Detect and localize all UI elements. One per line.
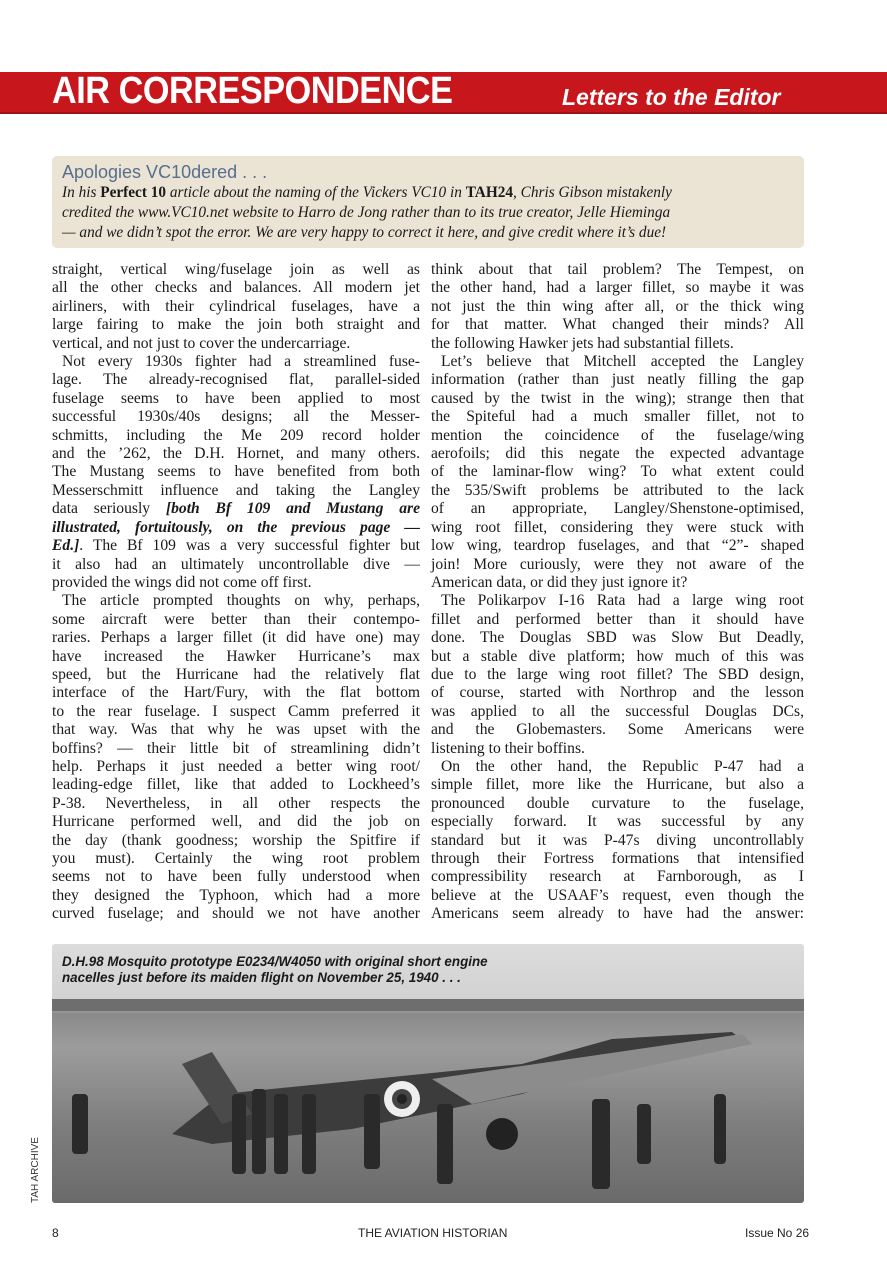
paragraph [52,592,420,923]
text-line: The Mustang seems to have benefited from both [52,463,420,481]
text-line: The article prompted thoughts on why, perhaps, [62,592,420,610]
text-line: believe at the USAAF’s request, even though the [431,886,804,904]
text-line: wing root fillet, considering they were stuck with [431,518,804,536]
text-line: that way. Was that why he was upset with the [52,721,420,739]
text-line: seems not to have been fully understood when [52,868,420,886]
text-segment: TAH24 [465,184,514,201]
text-line: some aircraft were better than their contempo- [52,610,420,628]
text-line: the 535/Swift problems be attributed to the lack [431,481,804,499]
treeline [52,999,804,1011]
notice-line [62,183,794,203]
text-line: large fairing to make the join both straight and [52,316,420,334]
text-segment: illustrated, fortuitously, on the previous page — [52,518,420,536]
section-banner [0,72,887,114]
text-line: listening to their boffins. [431,739,585,757]
text-line: the day (thank goodness; worship the Spitfire if [52,831,420,849]
text-line: low wing, teardrop fuselages, and that “2”- shaped [431,537,804,555]
page-number: 8 [52,1226,59,1240]
text-line: the following Hawker jets had substantial fillets. [431,334,734,352]
text-line: pronounced double curvature to the fuselage, [431,794,804,812]
text-line: all the other checks and balances. All modern jet [52,279,420,297]
text-line: the Spiteful had a much smaller fillet, not to [431,408,804,426]
section-subtitle: Letters to the Editor [562,84,781,110]
issue-number: Issue No 26 [745,1226,810,1240]
text-line: due to the large wing root fillet? The SBD design, [431,665,804,683]
wheel [486,1118,518,1150]
text-line: of the laminar-flow wing? To what extent could [431,463,804,481]
paragraph [431,353,804,592]
text-line: especially forward. It was successful by any [431,813,804,831]
text-line: boffins? — their little bit of streamlining didn’t [52,739,420,757]
text-line: On the other hand, the Republic P-47 had a [441,757,804,775]
text-line: for that matter. What changed their minds? All [431,316,804,334]
text-line: and the ’262, the D.H. Hornet, and many others. [52,445,420,463]
text-line: was applied to all the successful Douglas DCs, [431,702,804,720]
text-line: but a stable dive platform; how much of this was [431,647,804,665]
apology-notice-box [52,156,804,248]
text-line: Americans seem already to have had the answer: [431,905,804,923]
paragraph [431,261,804,353]
text-line: P-38. Nevertheless, in all other respects the [52,794,420,812]
text-line: curved fuselage; and should we not have another [52,905,420,923]
text-column-left [52,261,420,924]
text-line: fuselage seems to have been applied to most [52,389,420,407]
text-segment: In his [62,184,101,201]
text-line: standard but it was P-47s diving uncontrollably [431,831,804,849]
text-line: mention the coincidence of the fuselage/wing [431,426,804,444]
text-line: compressibility research at Farnborough, as I [431,868,804,886]
text-line [52,519,420,537]
text-line: think about that tail problem? The Tempest, on [431,261,804,278]
text-line: lage. The already-recognised flat, parallel-sided [52,371,420,389]
text-line: Not every 1930s fighter had a streamlined fuse- [62,353,420,371]
text-line: aerofoils; did this negate the expected advantage [431,445,804,463]
text-line: it also had an ultimately uncontrollable dive — [52,555,420,573]
section-title: AIR CORRESPONDENCE [52,70,453,112]
text-line: simple fillet, more like the Hurricane, but also a [431,776,804,794]
photo-caption [62,954,488,986]
text-line: of an appropriate, Langley/Shenstone-optimised, [431,500,804,518]
text-segment: [both Bf 109 and Mustang are [165,500,420,518]
text-segment: data seriously [52,500,166,518]
notice-title: Apologies VC10dered . . . [62,162,268,182]
text-line: join! More curiously, were they not aware of the [431,555,804,573]
text-line: American data, or did they just ignore it? [431,573,688,591]
text-line: vertical, and not just to cover the undercarriage. [52,334,351,352]
text-line: and the Globemasters. Some Americans were [431,721,804,739]
text-segment: Ed.] [52,537,80,555]
text-segment: article about the naming of the Vickers VC10 in [166,184,466,201]
notice-line [62,203,794,223]
text-line: not just the thin wing after all, or the thick wing [431,297,804,315]
text-line: you must). Certainly the wing root problem [52,850,420,867]
paragraph [431,758,804,924]
text-line: through their Fortress formations that intensified [431,850,804,867]
text-line: speed, but the Hurricane had the relatively flat [52,665,420,683]
text-line: raries. Perhaps a larger fillet (it did have one) may [52,629,420,647]
text-line: to the rear fuselage. I suspect Camm preferred it [52,702,420,720]
text-line: Let’s believe that Mitchell accepted the Langley [441,353,804,371]
text-line: of course, started with Northrop and the lesson [431,684,804,702]
text-line: the other hand, had a larger fillet, so maybe it was [431,279,804,297]
text-segment: . The Bf 109 was a very successful fighter but [79,537,420,555]
text-line: Messerschmitt influence and taking the Langley [52,481,420,499]
text-line: leading-edge fillet, like that added to Lockheed’s [52,776,420,794]
text-line: they designed the Typhoon, which had a more [52,886,420,904]
text-segment: Perfect 10 [100,184,167,201]
text-line: provided the wings did not come off first. [52,573,312,591]
text-line: information (rather than just neatly filling the gap [431,371,804,389]
text-line: straight, vertical wing/fuselage join as well as [52,261,420,278]
text-segment: — and we didn’t spot the error. We are very happy to correct it here, and give credit where it’s due! [62,224,667,241]
paragraph [52,353,420,592]
text-line: help. Perhaps it just needed a better wing root/ [52,757,420,775]
paragraph [431,592,804,758]
mosquito-photo [52,944,804,1203]
text-line: done. The Douglas SBD was Slow But Deadly, [431,629,804,647]
notice-line [62,223,794,243]
publication-name: THE AVIATION HISTORIAN [358,1226,508,1240]
text-line: interface of the Hart/Fury, with the flat bottom [52,684,420,702]
text-line [52,537,420,555]
text-line [52,500,420,518]
text-line: airliners, with their cylindrical fuselages, have a [52,297,420,315]
caption-line: nacelles just before its maiden flight on November 25, 1940 . . . [62,970,461,985]
text-segment: , Chris Gibson mistakenly [513,184,672,201]
text-line: caused by the twist in the wing); strange then that [431,389,804,407]
text-line: fillet and performed better than it should have [431,610,804,628]
text-line: The Polikarpov I-16 Rata had a large wing root [441,592,804,610]
text-line: Hurricane performed well, and did the job on [52,813,420,831]
text-line: schmitts, including the Me 209 record holder [52,426,420,444]
text-line: successful 1930s/40s designs; all the Messer- [52,408,420,426]
text-segment: credited the www.VC10.net website to Harro de Jong rather than to its true creator, Jelle Hieminga [62,204,671,221]
paragraph [52,261,420,353]
photo-credit: TAH ARCHIVE [30,1137,41,1203]
caption-line: D.H.98 Mosquito prototype E0234/W4050 with original short engine [62,954,488,969]
text-line: have increased the Hawker Hurricane’s max [52,647,420,665]
text-column-right [431,261,804,924]
